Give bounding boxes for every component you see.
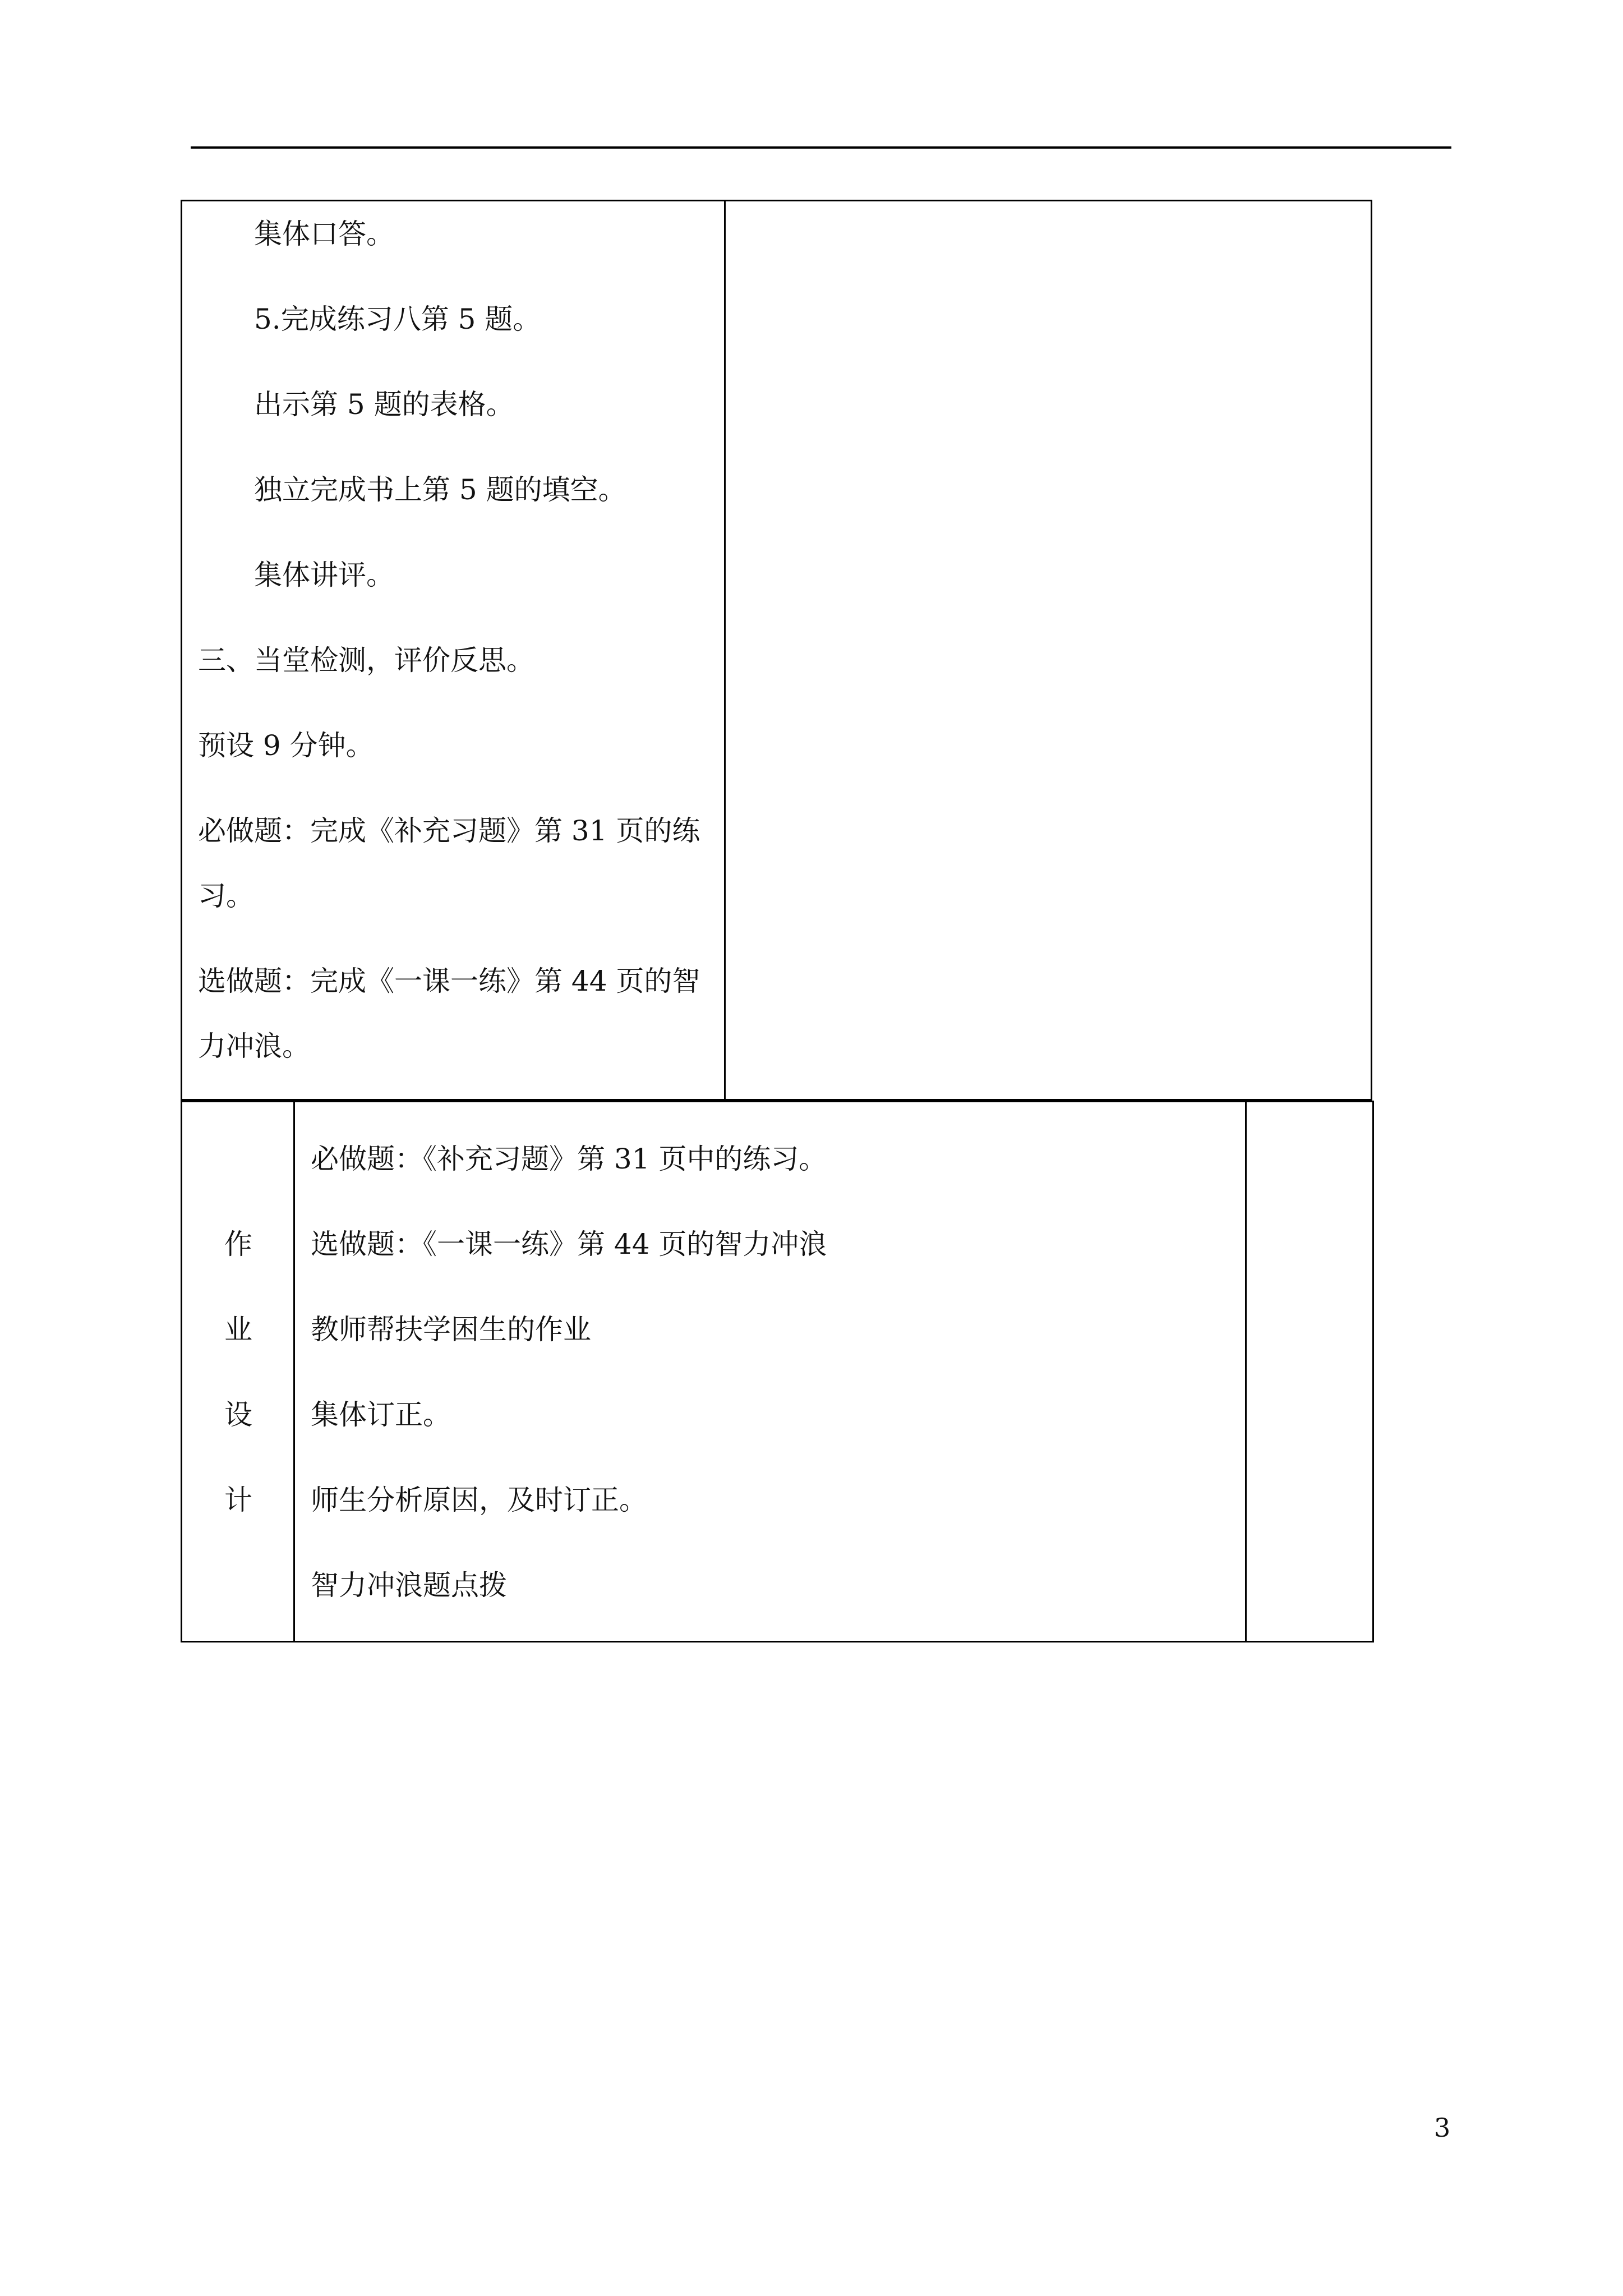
label-char-4: 计 (224, 1484, 252, 1516)
homework-line-1: 必做题：《补充习题》第 31 页中的练习。 (311, 1143, 827, 1175)
homework-content-cell (294, 1102, 1246, 1642)
lesson-line-4: 独立完成书上第 5 题的填空。 (254, 473, 626, 506)
optional-exercise-line: 选做题：完成《一课一练》第 44 页的智 (198, 965, 700, 997)
homework-line-3: 教师帮扶学困生的作业 (311, 1313, 591, 1346)
lesson-line-5: 集体讲评。 (254, 559, 394, 591)
page-number: 3 (1434, 2113, 1451, 2143)
homework-line-6: 智力冲浪题点拨 (311, 1569, 507, 1602)
header-rule (191, 146, 1451, 149)
lesson-line-7: 预设 9 分钟。 (198, 729, 374, 762)
homework-line-4: 集体订正。 (311, 1398, 451, 1431)
notes-cell-empty (725, 201, 1372, 1100)
required-exercise-line: 必做题：完成《补充习题》第 31 页的练 (198, 815, 700, 847)
lesson-line-1: 集体口答。 (254, 218, 394, 250)
lesson-steps-cell (182, 201, 725, 1100)
lesson-table-upper (181, 200, 1372, 1101)
homework-table (181, 1101, 1374, 1642)
homework-label-cell (182, 1102, 294, 1642)
lesson-line-2: 5.完成练习八第 5 题。 (254, 303, 541, 335)
label-char-2: 业 (224, 1313, 252, 1346)
homework-line-5: 师生分析原因，及时订正。 (311, 1484, 647, 1516)
homework-extra-cell-empty (1246, 1102, 1373, 1642)
section-heading: 三、当堂检测，评价反思。 (198, 644, 534, 677)
homework-line-2: 选做题：《一课一练》第 44 页的智力冲浪 (311, 1228, 827, 1260)
label-char-3: 设 (224, 1398, 252, 1431)
label-char-1: 作 (224, 1228, 252, 1260)
required-exercise-line-cont: 习。 (198, 880, 254, 912)
lesson-line-3: 出示第 5 题的表格。 (254, 388, 514, 421)
optional-exercise-line-cont: 力冲浪。 (198, 1030, 310, 1062)
